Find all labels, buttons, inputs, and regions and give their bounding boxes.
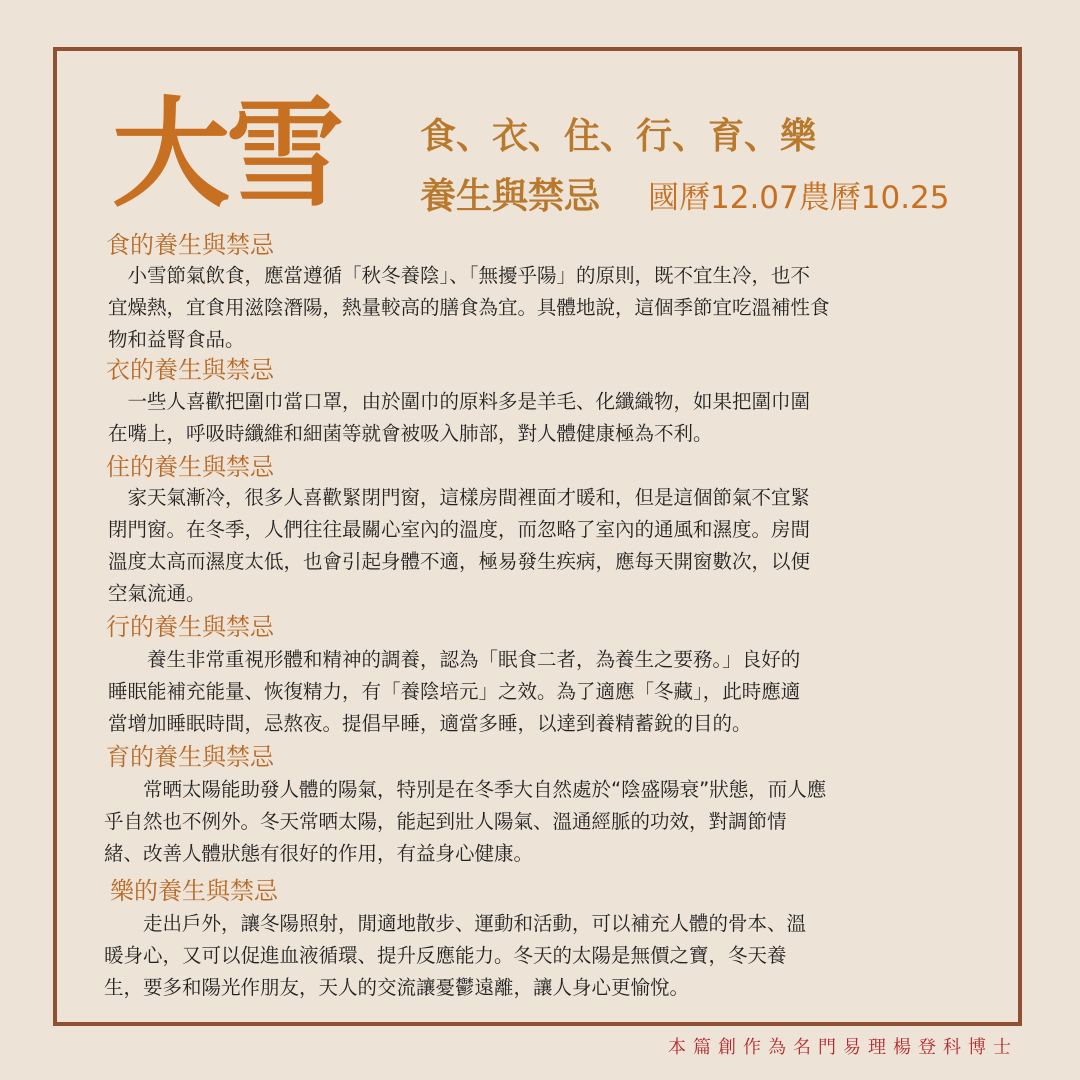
text-line: 溫度太高而濕度太低，也會引起身體不適，極易發生疾病，應每天開窗數次，以便 bbox=[108, 550, 811, 573]
author-credit: 本篇創作為名門易理楊登科博士 bbox=[668, 1037, 1018, 1058]
text-line: 在嘴上，呼吸時纖維和細菌等就會被吸入肺部，對人體健康極為不利。 bbox=[108, 422, 713, 445]
page-title: 大雪 bbox=[112, 84, 341, 223]
subtitle-health-taboos: 養生與禁忌 bbox=[420, 175, 601, 217]
text-line: 睡眠能補充能量、恢復精力，有「養陰培元」之效。為了適應「冬藏」，此時應適 bbox=[108, 680, 801, 703]
text-line: 物和益腎食品。 bbox=[108, 328, 245, 351]
section-body-nurture bbox=[104, 774, 984, 870]
text-line: 一些人喜歡把圍巾當口罩，由於圍巾的原料多是羊毛、化纖織物，如果把圍巾圍 bbox=[108, 390, 811, 413]
section-heading-housing: 住的養生與禁忌 bbox=[106, 453, 274, 481]
text-line: 家天氣漸冷，很多人喜歡緊閉門窗，這樣房間裡面才暖和，但是這個節氣不宜緊 bbox=[108, 486, 811, 509]
section-heading-clothing: 衣的養生與禁忌 bbox=[106, 356, 274, 384]
section-heading-nurture: 育的養生與禁忌 bbox=[106, 743, 274, 771]
date-label: 國曆12.07農曆10.25 bbox=[648, 180, 950, 216]
section-heading-food: 食的養生與禁忌 bbox=[106, 231, 274, 259]
text-line: 閉門窗。在冬季，人們往往最關心室內的溫度，而忽略了室內的通風和濕度。房間 bbox=[108, 518, 811, 541]
section-heading-travel: 行的養生與禁忌 bbox=[106, 613, 274, 641]
section-body-clothing bbox=[108, 386, 988, 450]
text-line: 乎自然也不例外。冬天常晒太陽，能起到壯人陽氣、溫通經脈的功效，對調節情 bbox=[104, 810, 787, 833]
text-line: 常晒太陽能助發人體的陽氣，特別是在冬季大自然處於“陰盛陽衰”狀態，而人應 bbox=[104, 778, 827, 801]
text-line: 走出戶外，讓冬陽照射，閒適地散步、運動和活動，可以補充人體的骨本、溫 bbox=[104, 912, 807, 935]
text-line: 暖身心，又可以促進血液循環、提升反應能力。冬天的太陽是無價之寶，冬天養 bbox=[104, 944, 787, 967]
text-line: 空氣流通。 bbox=[108, 582, 206, 605]
section-body-travel bbox=[108, 644, 988, 740]
text-line: 小雪節氣飲食，應當遵循「秋冬養陰」、「無擾乎陽」的原則，既不宜生冷，也不 bbox=[108, 264, 811, 287]
text-line: 生，要多和陽光作朋友，天人的交流讓憂鬱遠離，讓人身心更愉悅。 bbox=[104, 976, 690, 999]
text-line: 當增加睡眠時間，忌熬夜。提倡早睡，適當多睡，以達到養精蓄銳的目的。 bbox=[108, 712, 752, 735]
text-line: 緒、改善人體狀態有很好的作用，有益身心健康。 bbox=[104, 842, 534, 865]
subtitle-categories: 食、衣、住、行、育、樂 bbox=[420, 115, 817, 157]
section-body-leisure bbox=[104, 908, 984, 1004]
section-heading-leisure: 樂的養生與禁忌 bbox=[110, 877, 278, 905]
text-line: 養生非常重視形體和精神的調養，認為「眠食二者，為養生之要務。」良好的 bbox=[108, 648, 801, 671]
text-line: 宜燥熱，宜食用滋陰潛陽，熱量較高的膳食為宜。具體地說，這個季節宜吃溫補性食 bbox=[108, 296, 830, 319]
section-body-food bbox=[108, 260, 988, 356]
section-body-housing bbox=[108, 482, 988, 610]
